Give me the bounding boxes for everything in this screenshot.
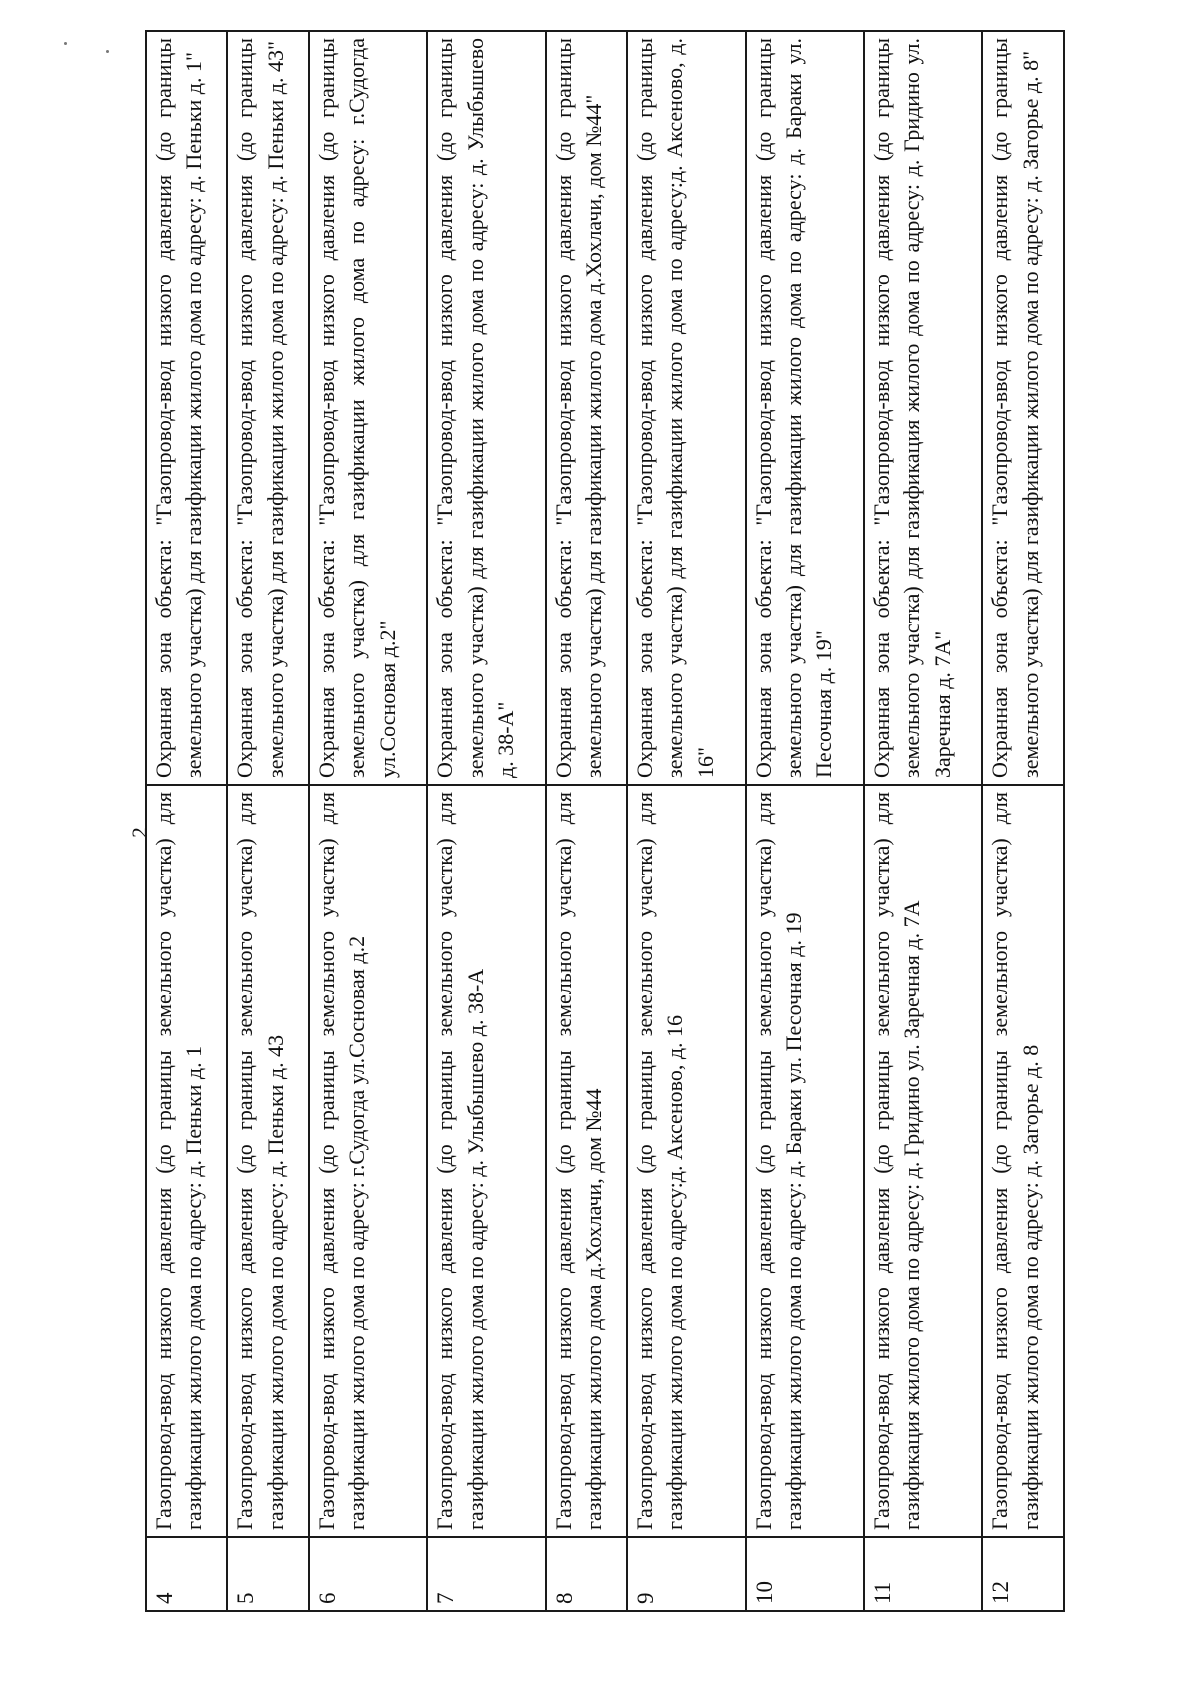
table-row	[746, 31, 864, 1611]
protection-zone: Охранная зона объекта: "Газопровод-ввод низкого давления (до границы земельного участка) для газификации жилого дома д.Хохлачи, дом №44"	[546, 31, 627, 785]
row-number: 7	[427, 1537, 545, 1611]
object-description: Газопровод-ввод низкого давления (до границы земельного участка) для газификации жилого дома по адресу: д. Пеньки д. 1	[146, 785, 227, 1537]
table-row	[309, 31, 427, 1611]
row-number: 9	[627, 1537, 745, 1611]
table-row	[146, 31, 227, 1611]
table-row	[982, 31, 1064, 1611]
row-number: 10	[746, 1537, 864, 1611]
row-number: 12	[982, 1537, 1064, 1611]
table-row	[864, 31, 982, 1611]
row-number: 8	[546, 1537, 627, 1611]
row-number: 4	[146, 1537, 227, 1611]
protection-zone: Охранная зона объекта: "Газопровод-ввод низкого давления (до границы земельного участка) для газификации жилого дома по адресу: д. Пеньки д. 1"	[146, 31, 227, 785]
protection-zone: Охранная зона объекта: "Газопровод-ввод низкого давления (до границы земельного участка) для газификации жилого дома по адресу: г.Судогда ул.Сосновая д.2"	[309, 31, 427, 785]
protection-zone: Охранная зона объекта: "Газопровод-ввод низкого давления (до границы земельного участка) для газификации жилого дома по адресу:д. Аксеново, д. 16"	[627, 31, 745, 785]
protection-zone: Охранная зона объекта: "Газопровод-ввод низкого давления (до границы земельного участка) для газификации жилого дома по адресу: д. Пеньки д. 43"	[227, 31, 308, 785]
scan-speck	[64, 42, 67, 45]
table-row	[427, 31, 545, 1611]
row-number: 11	[864, 1537, 982, 1611]
protection-zone: Охранная зона объекта: "Газопровод-ввод низкого давления (до границы земельного участка) для газификации жилого дома по адресу: д. Загорье д. 8"	[982, 31, 1064, 785]
protection-zone: Охранная зона объекта: "Газопровод-ввод низкого давления (до границы земельного участка) для газификация жилого дома по адресу: д. Гридино ул. Заречная д. 7А"	[864, 31, 982, 785]
row-number: 5	[227, 1537, 308, 1611]
table-row	[627, 31, 745, 1611]
object-description: Газопровод-ввод низкого давления (до границы земельного участка) для газификации жилого дома по адресу: д. Улыбышево д. 38-А	[427, 785, 545, 1537]
object-description: Газопровод-ввод низкого давления (до границы земельного участка) для газификация жилого дома по адресу: д. Гридино ул. Заречная д. 7А	[864, 785, 982, 1537]
row-number: 6	[309, 1537, 427, 1611]
objects-table	[145, 30, 1065, 1612]
protection-zone: Охранная зона объекта: "Газопровод-ввод низкого давления (до границы земельного участка) для газификации жилого дома по адресу: д. Бараки ул. Песочная д. 19"	[746, 31, 864, 785]
object-description: Газопровод-ввод низкого давления (до границы земельного участка) для газификации жилого дома по адресу: г.Судогда ул.Сосновая д.2	[309, 785, 427, 1537]
protection-zone: Охранная зона объекта: "Газопровод-ввод низкого давления (до границы земельного участка) для газификации жилого дома по адресу: д. Улыбышево д. 38-А"	[427, 31, 545, 785]
table-body	[146, 31, 1064, 1611]
page-number: 2	[127, 827, 152, 838]
object-description: Газопровод-ввод низкого давления (до границы земельного участка) для газификации жилого дома по адресу: д. Пеньки д. 43	[227, 785, 308, 1537]
table-row	[227, 31, 308, 1611]
scan-speck	[106, 50, 109, 53]
table-row	[546, 31, 627, 1611]
object-description: Газопровод-ввод низкого давления (до границы земельного участка) для газификации жилого дома по адресу: д. Бараки ул. Песочная д. 19	[746, 785, 864, 1537]
object-description: Газопровод-ввод низкого давления (до границы земельного участка) для газификации жилого дома по адресу:д. Аксеново, д. 16	[627, 785, 745, 1537]
rotated-table-wrapper	[145, 32, 1065, 1612]
object-description: Газопровод-ввод низкого давления (до границы земельного участка) для газификации жилого дома д.Хохлачи, дом №44	[546, 785, 627, 1537]
object-description: Газопровод-ввод низкого давления (до границы земельного участка) для газификации жилого дома по адресу: д. Загорье д. 8	[982, 785, 1064, 1537]
